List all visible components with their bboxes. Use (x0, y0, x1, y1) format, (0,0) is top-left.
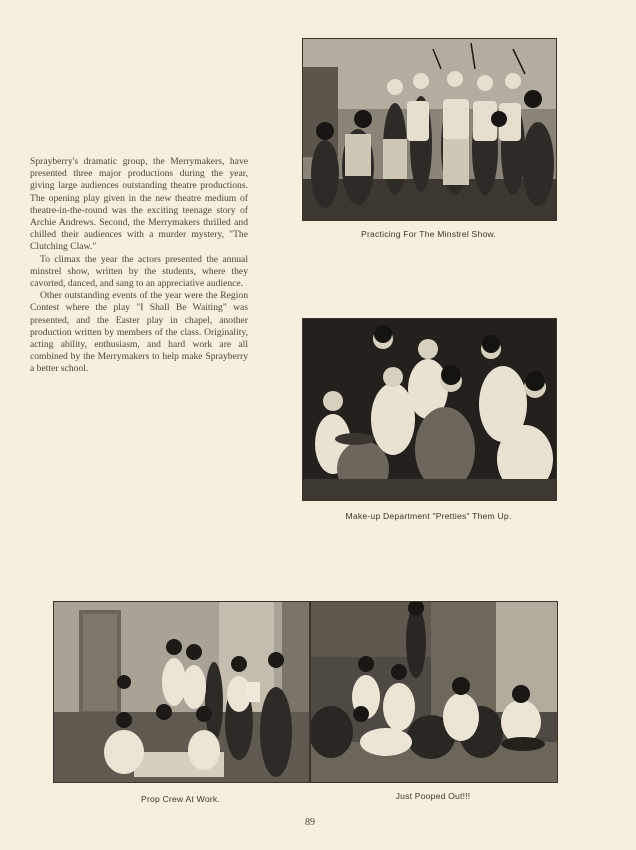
photo-makeup-department (302, 318, 557, 501)
photo-caption: Just Pooped Out!!! (395, 791, 471, 801)
page-number: 89 (305, 817, 315, 828)
article-paragraph: Sprayberry's dramatic group, the Merrymakers, have presented three major productions during the year, giving large audiences outstanding theatre productions. The opening play given in the new theatre medium of theatre-in-the-round was the exciting teenage story of Archie Andrews. Second, the Merrymakers thrilled and chilled their audiences with a murder mystery, "The Clutching Claw." (30, 156, 248, 253)
article-paragraph: Other outstanding events of the year were the Region Contest where the play "I Shall Be Waiting" was presented, and the Easter play in chapel, another production written by members of the class. Originality, acting ability, enthusiasm, and hard work are all combined by the Merrymakers to help make Sprayberry a better school. (30, 290, 248, 375)
photo-caption: Make-up Department "Pretties" Them Up. (345, 511, 512, 521)
photo-prop-crew (53, 601, 310, 783)
photo-pooped-out (310, 601, 558, 783)
photo-minstrel-practice (302, 38, 557, 221)
article-paragraph: To climax the year the actors presented the annual minstrel show, written by the students, where they cavorted, danced, and sang to an appreciative audience. (30, 253, 248, 290)
photo-caption: Practicing For The Minstrel Show. (361, 229, 496, 239)
article-text (30, 156, 248, 376)
photo-caption: Prop Crew At Work. (141, 794, 220, 804)
